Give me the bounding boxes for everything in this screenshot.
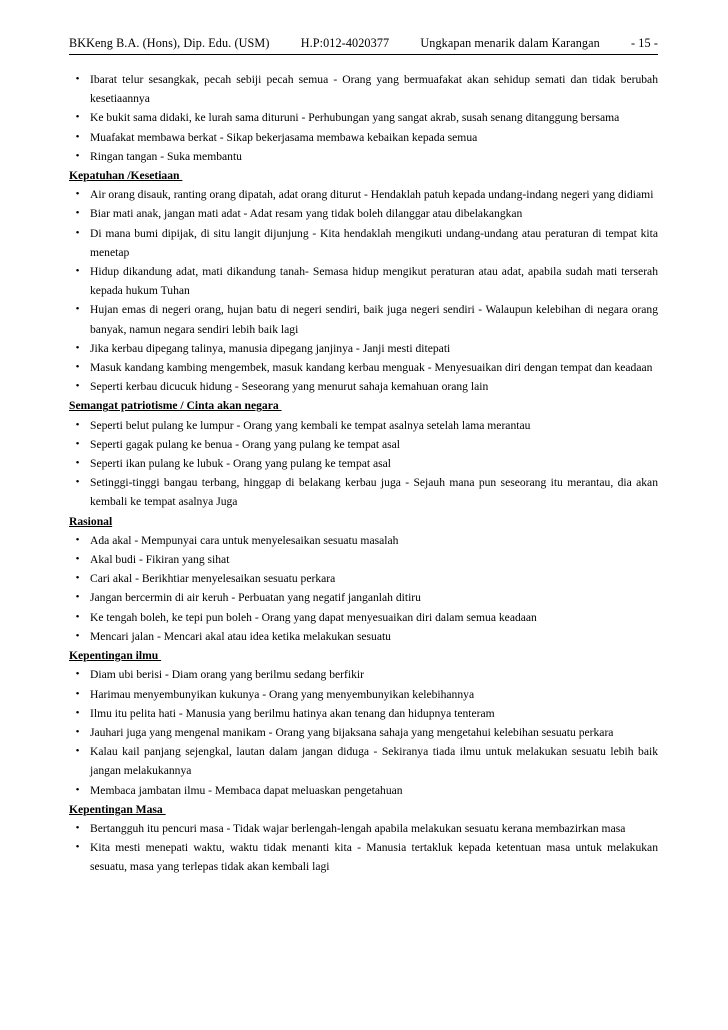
list-item-text: Ke tengah boleh, ke tepi pun boleh - Orang yang dapat menyesuaikan diri dalam semua keadaan [90, 610, 537, 624]
list-item-text: Jangan bercermin di air keruh - Perbuatan yang negatif janganlah ditiru [90, 591, 421, 605]
page-header [69, 36, 658, 55]
list-item [65, 569, 658, 588]
list-item [65, 685, 658, 704]
bullet-icon: • [75, 265, 80, 278]
bullet-icon: • [75, 341, 80, 354]
list-item-text: Kita mesti menepati waktu, waktu tidak menanti kita - Manusia tertakluk kepada ketentuan masa untuk melakukan sesuatu, masa yang terlepas tidak akan kembali lagi [90, 841, 658, 874]
list-item-text: Ringan tangan - Suka membantu [90, 149, 242, 163]
bullet-icon: • [75, 629, 80, 642]
bullet-icon: • [75, 553, 80, 566]
list-item [65, 665, 658, 684]
bullet-icon: • [75, 226, 80, 239]
list-item [65, 627, 658, 646]
bullet-icon: • [75, 457, 80, 470]
list-item [65, 454, 658, 473]
bullet-icon: • [75, 687, 80, 700]
section-heading: Kepatuhan /Kesetiaan [69, 169, 183, 183]
bullet-icon: • [75, 130, 80, 143]
list-item-text: Ada akal - Mempunyai cara untuk menyelesaikan sesuatu masalah [90, 533, 399, 547]
list-item [65, 742, 658, 780]
list-item [65, 704, 658, 723]
list-item-text: Ibarat telur sesangkak, pecah sebiji pecah semua - Orang yang bermuafakat akan sehidup semati dan tidak berubah kesetiaannya [90, 73, 658, 106]
list-item-text: Setinggi-tinggi bangau terbang, hinggap di belakang kerbau juga - Sejauh mana pun seseorang itu merantau, dia akan kembali ke tempat asalnya Juga [90, 476, 658, 509]
list-item-text: Air orang disauk, ranting orang dipatah, adat orang diturut - Hendaklah patuh kepada undang-indang negeri yang didiami [90, 188, 654, 202]
section-list [75, 531, 658, 646]
list-item [65, 224, 658, 262]
list-item [65, 108, 658, 127]
list-item [65, 128, 658, 147]
bullet-icon: • [75, 149, 80, 162]
list-item [65, 781, 658, 800]
list-item-text: Biar mati anak, jangan mati adat - Adat resam yang tidak boleh dilanggar atau dibelakangkan [90, 207, 523, 221]
section-list [75, 665, 658, 799]
list-item [65, 358, 658, 377]
list-item-text: Di mana bumi dipijak, di situ langit dijunjung - Kita hendaklah mengikuti undang-undang atau peraturan di tempat kita menetap [90, 226, 658, 259]
list-item [65, 262, 658, 300]
bullet-icon: • [75, 841, 80, 854]
list-item [65, 838, 658, 876]
list-item-text: Kalau kail panjang sejengkal, lautan dalam jangan diduga - Sekiranya tiada ilmu untuk melakukan sesuatu lebih baik jangan melakukannya [90, 745, 658, 778]
list-item [65, 300, 658, 338]
list-item-text: Ilmu itu pelita hati - Manusia yang berilmu hatinya akan tenang dan hidupnya tenteram [90, 706, 495, 720]
document-body [69, 70, 658, 877]
section-list [75, 185, 658, 396]
list-item [65, 377, 658, 396]
bullet-icon: • [75, 725, 80, 738]
list-item [65, 416, 658, 435]
list-item-text: Jauhari juga yang mengenal manikam - Orang yang bijaksana sahaja yang mengetahui kelebihan sesuatu perkara [90, 725, 614, 739]
bullet-icon: • [75, 610, 80, 623]
list-item [65, 608, 658, 627]
bullet-icon: • [75, 418, 80, 431]
section-heading: Kepentingan ilmu [69, 649, 162, 663]
bullet-icon: • [75, 188, 80, 201]
list-item [65, 550, 658, 569]
bullet-icon: • [75, 303, 80, 316]
header-author: BKKeng B.A. (Hons), Dip. Edu. (USM) [69, 36, 270, 50]
list-item-text: Harimau menyembunyikan kukunya - Orang yang menyembunyikan kelebihannya [90, 687, 475, 701]
list-item [65, 204, 658, 223]
bullet-icon: • [75, 476, 80, 489]
list-item-text: Mencari jalan - Mencari akal atau idea ketika melakukan sesuatu [90, 629, 391, 643]
list-item-text: Jika kerbau dipegang talinya, manusia dipegang janjinya - Janji mesti ditepati [90, 341, 451, 355]
list-item [65, 531, 658, 550]
list-item-text: Diam ubi berisi - Diam orang yang berilmu sedang berfikir [90, 668, 364, 682]
list-item-text: Masuk kandang kambing mengembek, masuk kandang kerbau menguak - Menyesuaikan diri dengan tempat dan keadaan [90, 361, 653, 375]
list-item [65, 185, 658, 204]
section-heading: Rasional [69, 514, 113, 528]
list-item [65, 339, 658, 358]
list-item [65, 473, 658, 511]
list-item-text: Akal budi - Fikiran yang sihat [90, 553, 230, 567]
list-item-text: Seperti ikan pulang ke lubuk - Orang yang pulang ke tempat asal [90, 457, 392, 471]
bullet-icon: • [75, 668, 80, 681]
bullet-icon: • [75, 533, 80, 546]
section-list [75, 819, 658, 877]
bullet-icon: • [75, 572, 80, 585]
list-item [65, 435, 658, 454]
list-item-text: Seperti gagak pulang ke benua - Orang yang pulang ke tempat asal [90, 437, 401, 451]
header-title: Ungkapan menarik dalam Karangan [420, 36, 600, 50]
section-heading-row [69, 396, 658, 415]
list-item [65, 723, 658, 742]
section-heading-row [69, 166, 658, 185]
section-heading: Kepentingan Masa [69, 802, 166, 816]
section-list [75, 416, 658, 512]
bullet-icon: • [75, 783, 80, 796]
bullet-icon: • [75, 706, 80, 719]
bullet-icon: • [75, 111, 80, 124]
section-heading-row [69, 646, 658, 665]
list-item-text: Hidup dikandung adat, mati dikandung tanah- Semasa hidup mengikut peraturan atau adat, apabila sudah mati terserah kepada hukum Tuhan [90, 265, 658, 298]
list-item-text: Bertangguh itu pencuri masa - Tidak wajar berlengah-lengah apabila melakukan sesuatu kerana membazirkan masa [90, 821, 626, 835]
list-item-text: Seperti belut pulang ke lumpur - Orang yang kembali ke tempat asalnya setelah lama merantau [90, 418, 531, 432]
list-item-text: Seperti kerbau dicucuk hidung - Seseorang yang menurut sahaja kemahuan orang lain [90, 380, 489, 394]
header-phone: H.P:012-4020377 [300, 36, 390, 50]
list-item [65, 147, 658, 166]
bullet-icon: • [75, 437, 80, 450]
bullet-icon: • [75, 73, 80, 85]
list-item-text: Ke bukit sama didaki, ke lurah sama dituruni - Perhubungan yang sangat akrab, susah senang ditanggung bersama [90, 111, 620, 125]
bullet-icon: • [75, 207, 80, 220]
list-item [65, 70, 658, 108]
list-item-text: Membaca jambatan ilmu - Membaca dapat meluaskan pengetahuan [90, 783, 403, 797]
section-heading-row [69, 512, 658, 531]
list-item-text: Hujan emas di negeri orang, hujan batu di negeri sendiri, baik juga negeri sendiri - Walaupun kelebihan di negara orang banyak, namun negara sendiri lebih baik lagi [90, 303, 658, 336]
section-heading-row [69, 800, 658, 819]
intro-list [75, 70, 658, 166]
bullet-icon: • [75, 821, 80, 834]
list-item [65, 588, 658, 607]
bullet-icon: • [75, 745, 80, 758]
list-item [65, 819, 658, 838]
bullet-icon: • [75, 591, 80, 604]
bullet-icon: • [75, 361, 80, 374]
list-item-text: Muafakat membawa berkat - Sikap bekerjasama membawa kebaikan kepada semua [90, 130, 478, 144]
section-heading: Semangat patriotisme / Cinta akan negara [69, 399, 282, 413]
list-item-text: Cari akal - Berikhtiar menyelesaikan sesuatu perkara [90, 572, 336, 586]
bullet-icon: • [75, 380, 80, 393]
header-page-number: - 15 - [630, 36, 658, 50]
